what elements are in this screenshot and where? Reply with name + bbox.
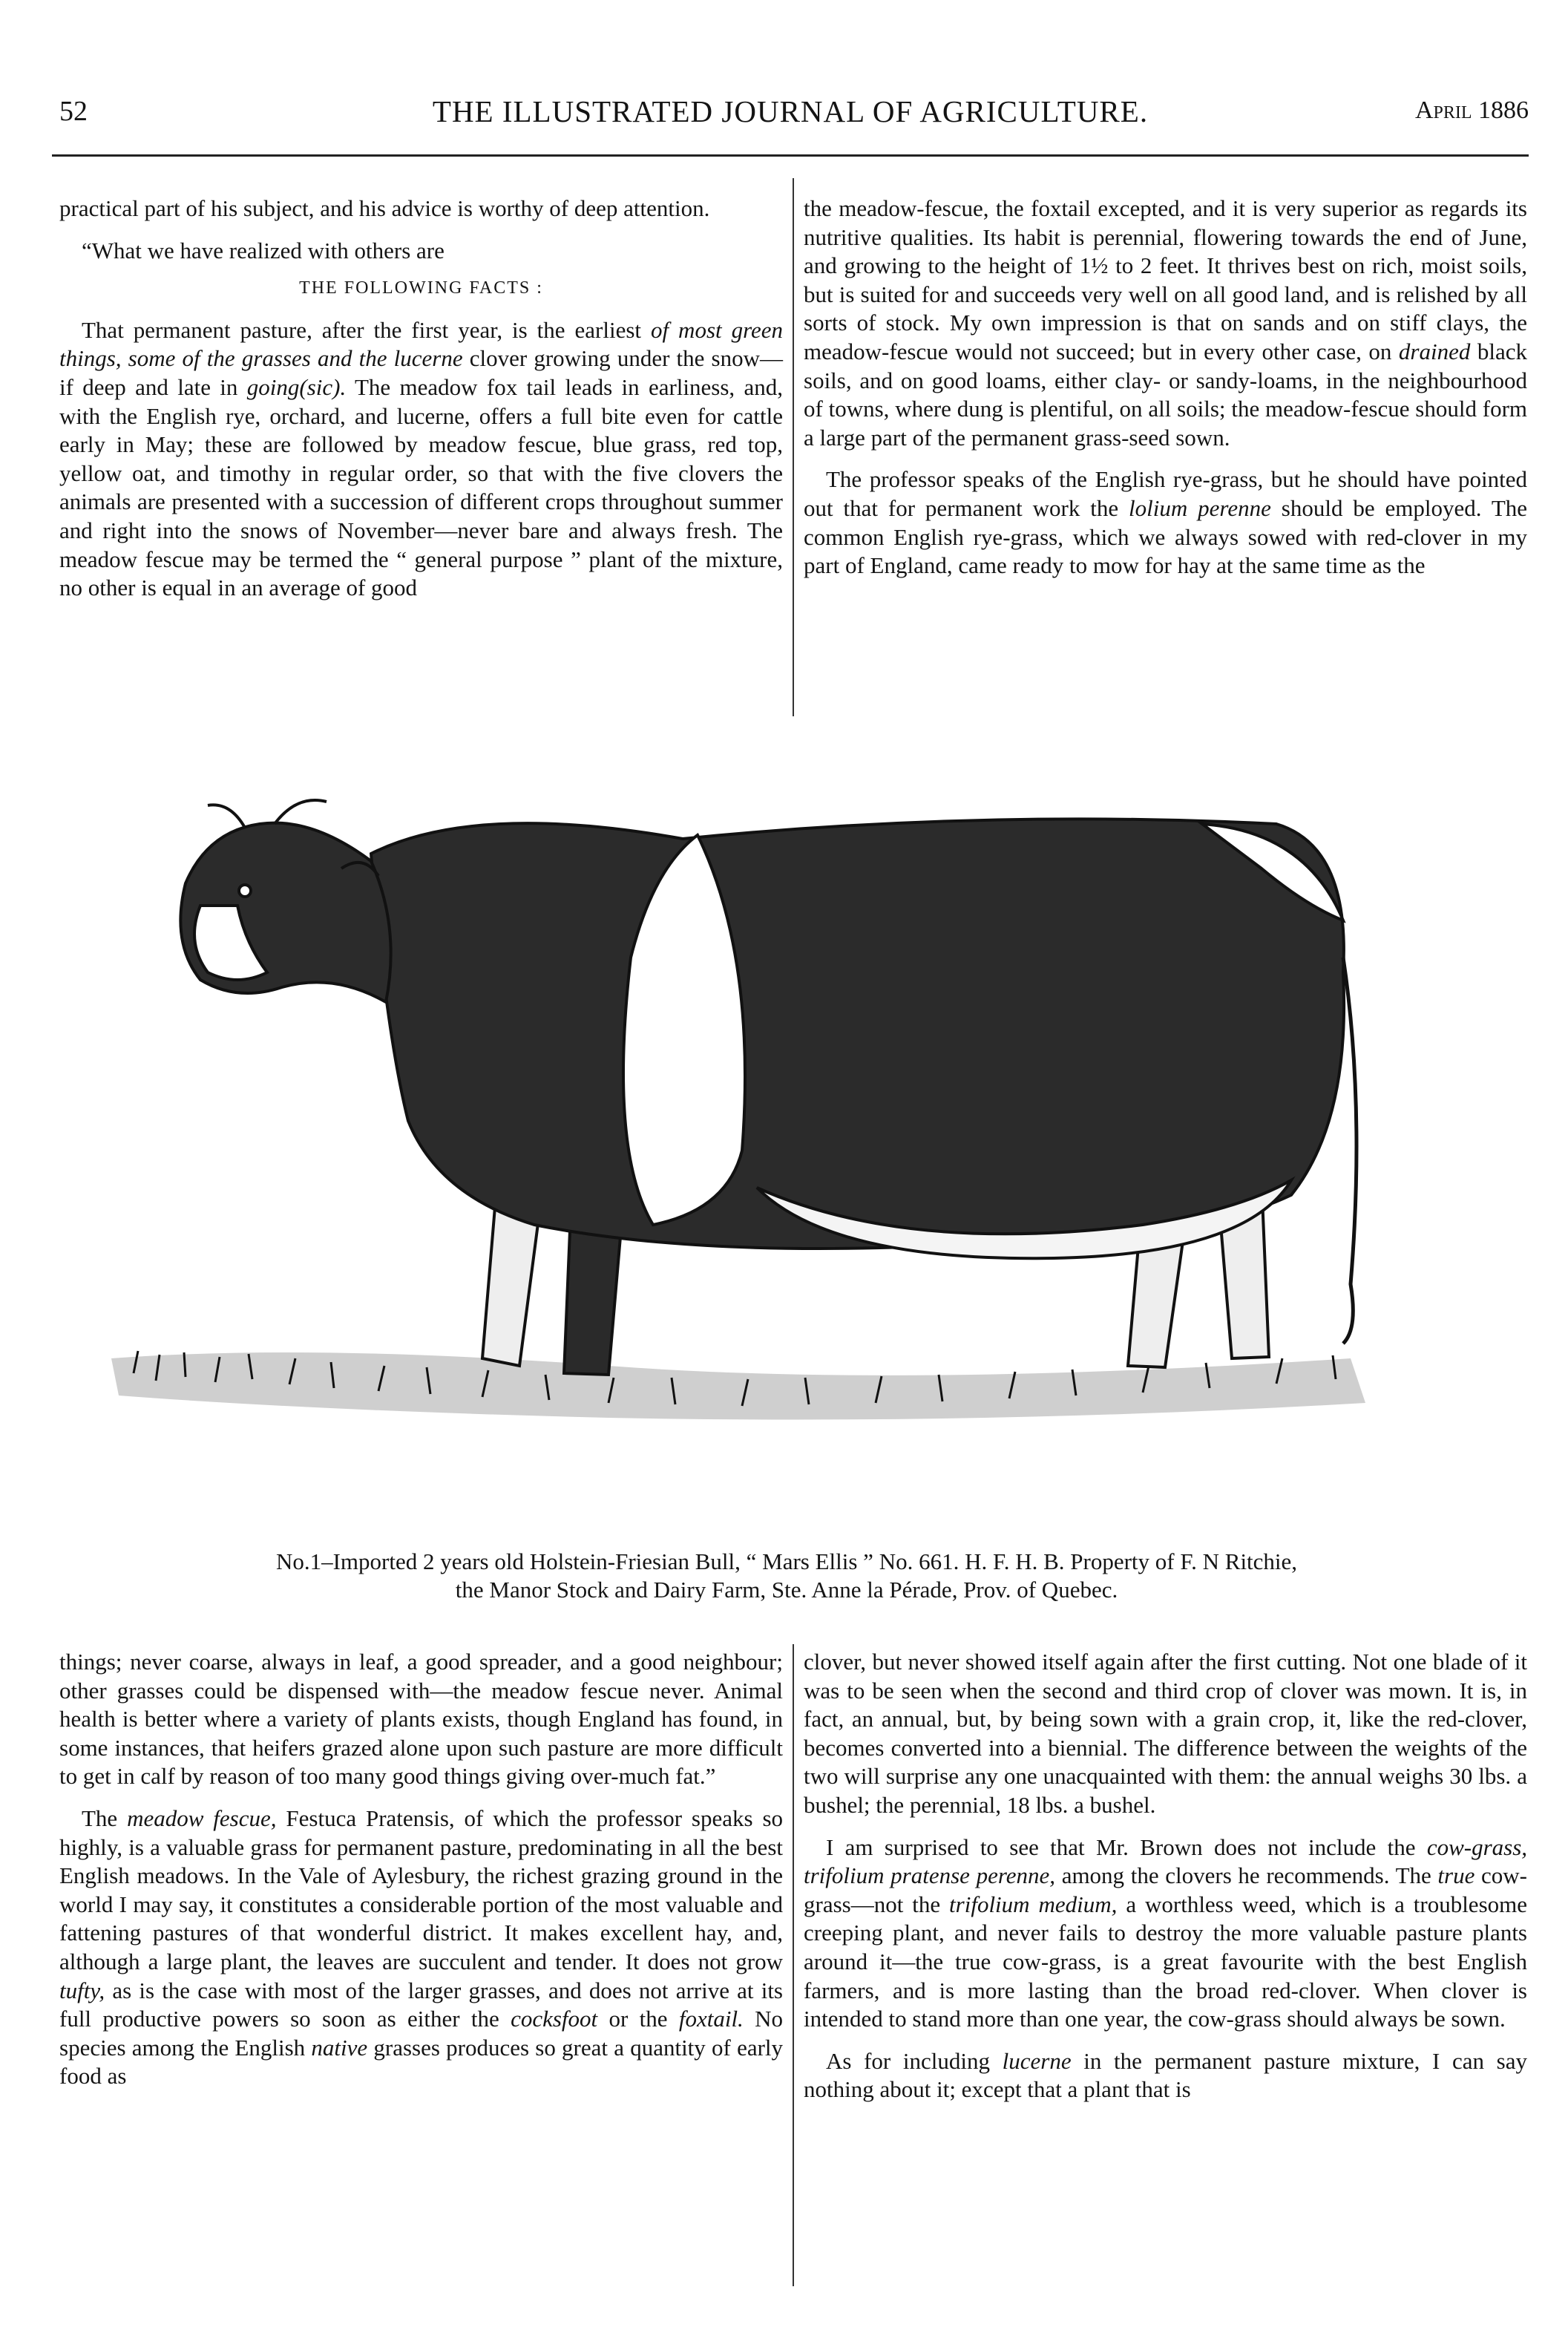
italic-text: drained [1398, 338, 1471, 364]
journal-title: THE ILLUSTRATED JOURNAL OF AGRICULTURE. [432, 94, 1149, 128]
header-rule [52, 154, 1529, 157]
page-header [52, 89, 1529, 141]
paragraph [59, 316, 783, 603]
text-run: black soils, and on good loams, either clay- or sandy-loams, in the neighbourhood of towns, where dung is plentiful, on all soils; the meadow-fescue should form a large part of the permanent grass-seed sown. [804, 338, 1528, 451]
text-run: As for including [826, 2047, 990, 2074]
text-run: The [82, 1804, 118, 1831]
paragraph [804, 2047, 1527, 2104]
grass-ground [111, 1351, 1365, 1420]
text-run: should be employed. The common English rye-grass, which we always sowed with red-clover in my part of England, came ready to mow for hay at the same time as the [804, 494, 1528, 579]
column-divider-bottom [793, 1644, 794, 2286]
bull-head [180, 800, 390, 1002]
text-run: grasses produces so great a quantity of early food as [59, 2034, 784, 2090]
paragraph [59, 1804, 783, 2091]
italic-text: foxtail. [678, 2006, 744, 2032]
text-run: Festuca Pratensis, of which the professor speaks so highly, is a valuable grass for permanent pasture, predominating in all the best English meadows. In the Vale of Aylesbury, the richest grazing ground in the world I may say, it constitutes a considerable portion of the most valuable and fattening pastures of that wonderful district. It makes excellent hay, and, although a large plant, the leaves are succulent and tender. It does not grow [59, 1804, 784, 1974]
text-run: I am surprised to see that Mr. Brown does not include the [826, 1833, 1416, 1860]
italic-text: meadow fescue, [127, 1804, 277, 1831]
italic-text: going(sic). [246, 373, 347, 400]
text-run: among the clovers he recommends. The [1061, 1862, 1431, 1889]
column-bottom-left [59, 1648, 783, 2104]
text-run: The professor speaks of the English rye-grass, but he should have pointed out that for permanent work the [804, 466, 1527, 521]
italic-text: trifolium medium, [949, 1891, 1118, 1917]
text-run: That permanent pasture, after the first year, is the earliest [82, 316, 642, 343]
text-run: or the [608, 2006, 668, 2032]
column-divider-top [793, 178, 794, 716]
paragraph [804, 1833, 1527, 2034]
column-top-left [59, 194, 783, 616]
text-run: the meadow-fescue, the foxtail excepted, and it is very superior as regards its nutritive qualities. Its habit is perennial, flowering towards the end of June, and growing to the height of 1½ to 2 feet. It thrives best on rich, moist soils, but is suited for and succeeds very well on all good land, and is relished by all sorts of stock. My own impression is that on sands and on stiff clays, the meadow-fescue would not succeed; but in every other case, on [804, 195, 1527, 364]
column-top-right [804, 194, 1527, 594]
paragraph: practical part of his subject, and his advice is worthy of deep attention. [59, 195, 710, 221]
paragraph: “What we have realized with others are [82, 237, 445, 264]
italic-text: true [1437, 1862, 1475, 1889]
column-bottom-right [804, 1648, 1527, 2118]
italic-text: lolium perenne [1129, 494, 1271, 521]
bull-body [371, 819, 1344, 1258]
italic-text: of most green things, some of the grasses and the lucerne [59, 316, 784, 372]
text-run: a worthless weed, which is a troublesome creeping plant, and never fails to destroy the more valuable pasture plants around it—the true cow-grass, is a great favourite with the best English farmers, and is more lasting than the broad red-clover. When clover is intended to stand more than one year, the cow-grass should always be sown. [804, 1891, 1528, 2032]
caption-line: No.1–Imported 2 years old Holstein-Friesian Bull, “ Mars Ellis ” No. 661. H. F. H. B. Property of F. N Ritchie, [275, 1548, 1298, 1574]
text-run: The meadow fox tail leads in earliness, and, with the English rye, orchard, and lucerne, offers a full bite even for cattle early in May; these are followed by meadow fescue, blue grass, red top, yellow oat, and timothy in regular order, so that with the five clovers the animals are presented with a succession of different crops throughout summer and right into the snows of November—never bare and always fresh. The meadow fescue may be termed the “ general purpose ” plant of the mixture, no other is equal in an average of good [59, 373, 783, 601]
italic-text: tufty, [59, 1977, 105, 2003]
page-number: 52 [59, 96, 88, 127]
text-run: as is the case with most of the larger grasses, and does not arrive at its full productive powers so soon as either the [59, 1977, 784, 2032]
text-run: cow-grass—not the [804, 1862, 1527, 1917]
issue-date: April 1886 [1414, 96, 1529, 124]
italic-text: native [311, 2034, 368, 2061]
paragraph: things; never coarse, always in leaf, a good spreader, and a good neighbour; other grasses could be dispensed with—the meadow fescue never. Animal health is better where a variety of plants exists, though England has found, in some instances, that heifers grazed alone upon such pasture are more difficult to get in calf by reason of too many good things giving over-much fat.” [59, 1649, 783, 1790]
caption-line: the Manor Stock and Dairy Farm, Ste. Anne la Pérade, Prov. of Quebec. [455, 1577, 1118, 1603]
italic-text: cow-grass, trifolium pratense perenne, [804, 1833, 1528, 1889]
text-run: No species among the English [59, 2006, 784, 2061]
text-run: clover growing under the snow—if deep and late in [59, 345, 784, 400]
text-run: in the permanent pasture mixture, I can say nothing about it; except that a plant that is [804, 2047, 1528, 2103]
illustration-caption [89, 1548, 1484, 1604]
italic-text: cocksfoot [511, 2006, 598, 2032]
section-subheading: THE FOLLOWING FACTS : [299, 278, 543, 298]
italic-text: lucerne [1002, 2047, 1072, 2074]
paragraph: clover, but never showed itself again after the first cutting. Not one blade of it was to be seen when the second and third crop of clover was mown. It is, in fact, an annual, but, by being sown with a grain crop, it, like the red-clover, becomes converted into a biennial. The difference between the weights of the two will surprise any one unacquainted with them: the annual weighs 30 lbs. a bushel; the perennial, 18 lbs. a bushel. [804, 1649, 1527, 1818]
bull-illustration [89, 735, 1484, 1551]
paragraph [804, 465, 1527, 580]
paragraph [804, 194, 1527, 452]
